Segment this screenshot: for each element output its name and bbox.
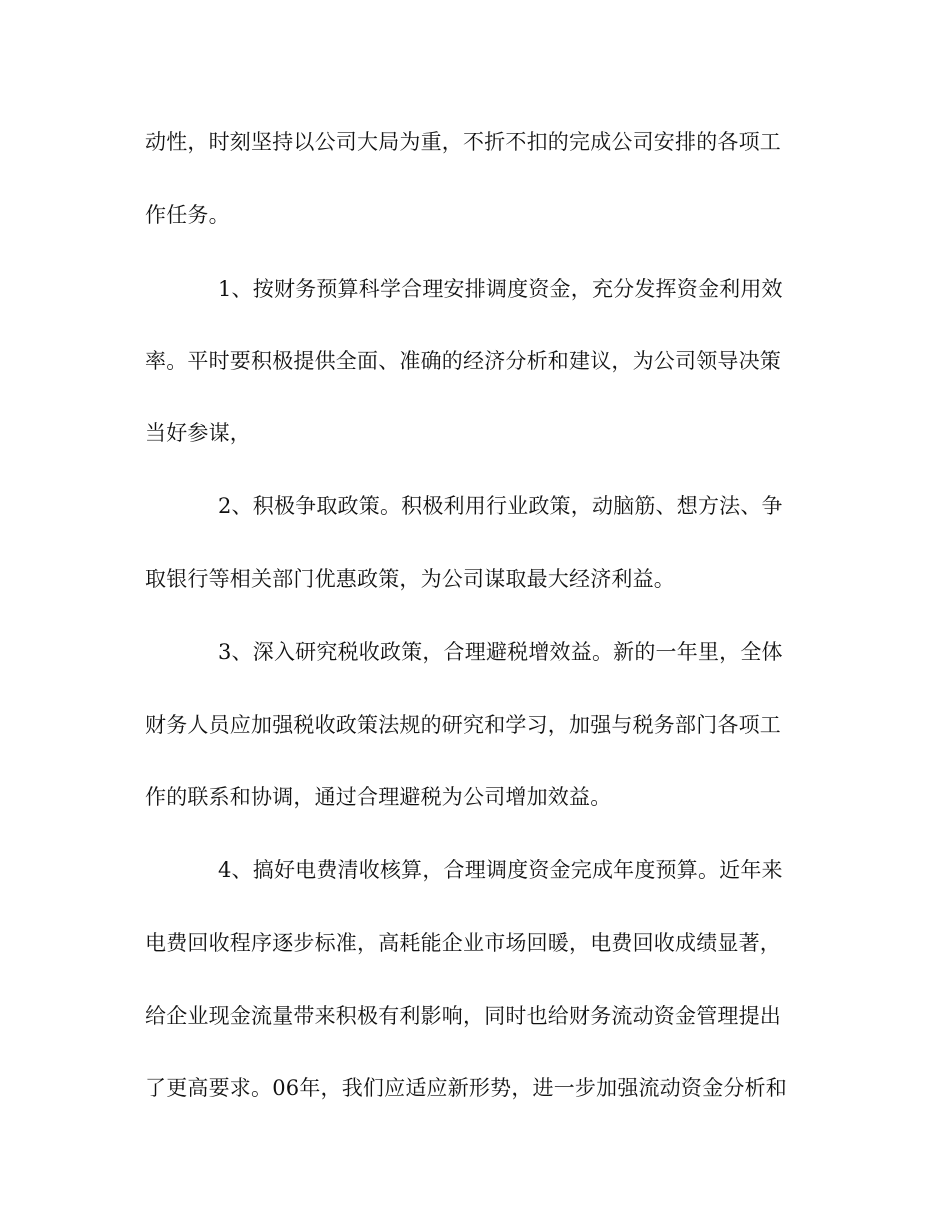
paragraph-4-line-3: 给企业现金流量带来积极有利影响，同时也给财务流动资金管理提出	[145, 1004, 781, 1028]
paragraph-1-line-1: 1、按财务预算科学合理安排调度资金，充分发挥资金利用效	[218, 277, 783, 301]
paragraph-1-line-2: 率。平时要积极提供全面、准确的经济分析和建议，为公司领导决策	[145, 349, 781, 373]
paragraph-3-line-3: 作的联系和协调，通过合理避税为公司增加效益。	[145, 785, 612, 809]
paragraph-1-line-3: 当好参谋，	[145, 421, 251, 445]
paragraph-3-line-1: 3、深入研究税收政策，合理避税增效益。新的一年里，全体	[218, 640, 783, 664]
paragraph-4-line-1: 4、搞好电费清收核算，合理调度资金完成年度预算。近年来	[218, 858, 783, 882]
paragraph-4-line-2: 电费回收程序逐步标准，高耗能企业市场回暖，电费回收成绩显著，	[145, 931, 781, 955]
paragraph-4-line-4: 了更高要求。06年，我们应适应新形势，进一步加强流动资金分析和	[145, 1076, 787, 1100]
text-line-2: 作任务。	[145, 203, 230, 227]
paragraph-2-line-2: 取银行等相关部门优惠政策，为公司谋取最大经济利益。	[145, 567, 675, 591]
paragraph-2-line-1: 2、积极争取政策。积极利用行业政策，动脑筋、想方法、争	[218, 494, 783, 518]
paragraph-3-line-2: 财务人员应加强税收政策法规的研究和学习，加强与税务部门各项工	[145, 713, 781, 737]
text-line-1: 动性，时刻坚持以公司大局为重，不折不扣的完成公司安排的各项工	[145, 130, 781, 154]
